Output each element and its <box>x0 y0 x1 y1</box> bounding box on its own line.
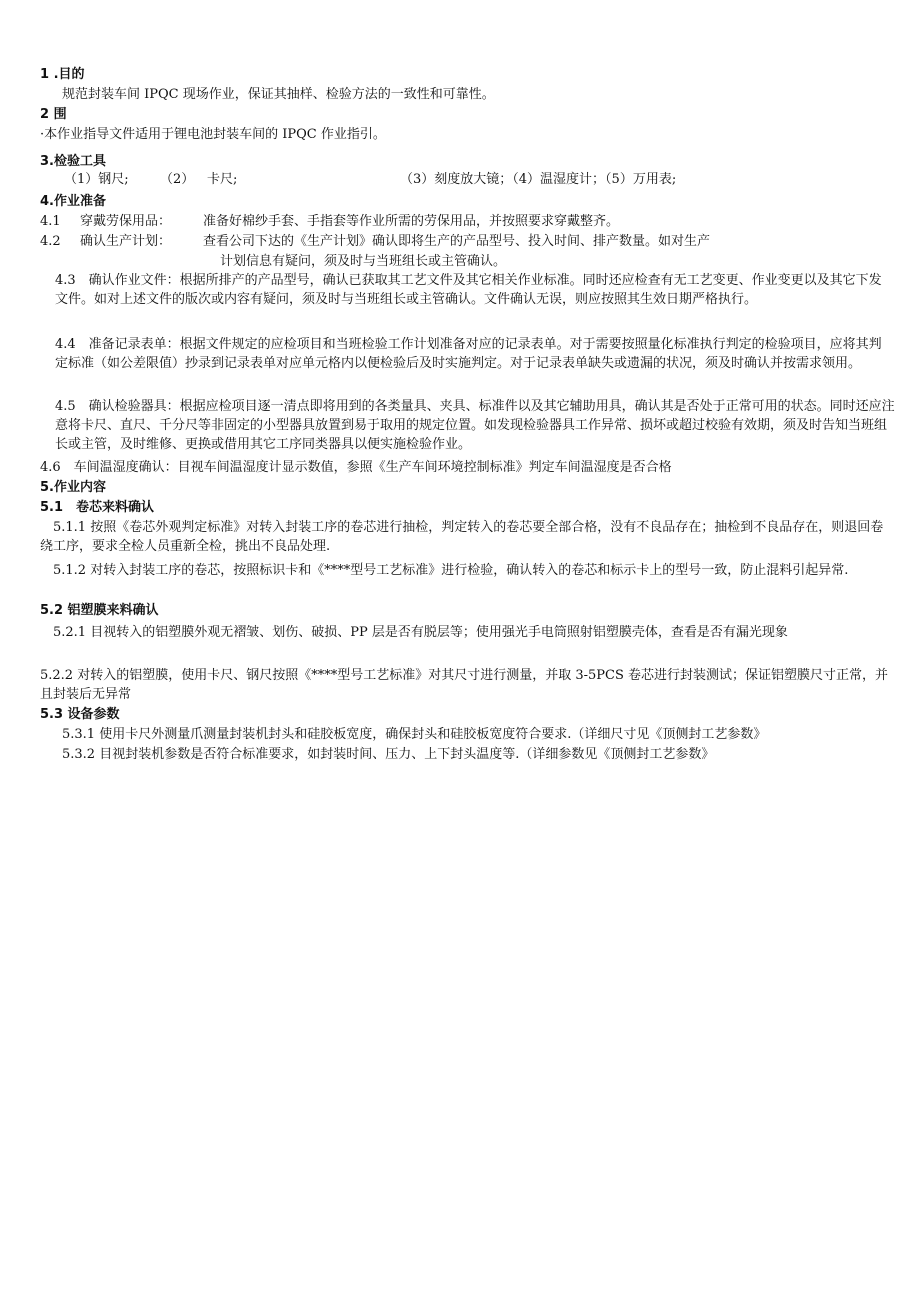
item-4-3: 4.3 确认作业文件：根据所排产的产品型号，确认已获取其工艺文件及其它相关作业标准。同时还应检查有无工艺变更、作业变更以及其它下发文件。如对上述文件的版次或内容有疑问，须及时与当班组长或主管确认。文件确认无误，则应按照其生效日期严格执行。 <box>55 273 882 307</box>
section-3-heading: 3.检验工具 <box>40 154 106 169</box>
item-4-6: 4.6 车间温湿度确认：目视车间温湿度计显示数值，参照《生产车间环境控制标准》判定车间温湿度是否合格 <box>40 460 672 475</box>
section-2-heading: 2 围 <box>40 107 67 122</box>
paragraph-5-2-2: 5.2.2 对转入的铝塑膜，使用卡尺、钢尺按照《****型号工艺标准》对其尺寸进行测量，并取 3-5PCS 卷芯进行封装测试；保证铝塑膜尺寸正常，并且封装后无异常 <box>40 668 889 702</box>
item-4-2-text-cont: 计划信息有疑问，须及时与当班组长或主管确认。 <box>220 254 507 269</box>
item-4-5: 4.5 确认检验器具：根据应检项目逐一清点即将用到的各类量具、夹具、标准件以及其它辅助用具，确认其是否处于正常可用的状态。同时还应注意将卡尺、直尺、千分尺等非固定的小型器具放置到易于取用的规定位置。如发现检验器具工作异常、损坏或超过校验有效期，须及时告知当班组长或主管，及时维修、更换或借用其它工序同类器具以便实施检验作业。 <box>55 399 895 452</box>
section-1-heading: 1 .目的 <box>40 67 85 82</box>
section-2-body: ·本作业指导文件适用于锂电池封装车间的 IPQC 作业指引。 <box>40 127 386 142</box>
paragraph-5-3-2: 5.3.2 目视封装机参数是否符合标准要求，如封装时间、压力、上下封头温度等.（详细参数见《顶侧封工艺参数》 <box>62 747 715 762</box>
item-4-2-label: 确认生产计划： <box>80 234 172 249</box>
section-5-2-heading: 5.2 铝塑膜来料确认 <box>40 603 159 618</box>
tool-item: （2） <box>160 172 195 187</box>
tool-item: （1）钢尺; <box>64 172 129 187</box>
tool-item: （3）刻度放大镜；（4）温湿度计；（5）万用表; <box>400 172 677 187</box>
paragraph-5-3-1: 5.3.1 使用卡尺外测量爪测量封装机封头和硅胶板宽度，确保封头和硅胶板宽度符合要求.（详细尺寸见《顶侧封工艺参数》 <box>62 727 767 742</box>
section-5-1-heading: 5.1 卷芯来料确认 <box>40 500 155 515</box>
paragraph-5-2-1: 5.2.1 目视转入的铝塑膜外观无褶皱、划伤、破损、PP 层是否有脱层等；使用强光手电筒照射铝塑膜壳体，查看是否有漏光现象 <box>40 625 788 640</box>
item-4-1-label: 穿戴劳保用品： <box>80 214 172 229</box>
section-4-heading: 4.作业准备 <box>40 194 106 209</box>
paragraph-5-1-2: 5.1.2 对转入封装工序的卷芯，按照标识卡和《****型号工艺标准》进行检验，确认转入的卷芯和标示卡上的型号一致，防止混料引起异常. <box>40 563 849 578</box>
section-1-body: 规范封装车间 IPQC 现场作业，保证其抽样、检验方法的一致性和可靠性。 <box>62 87 495 102</box>
item-4-1-text: 准备好棉纱手套、手指套等作业所需的劳保用品，并按照要求穿戴整齐。 <box>203 214 620 229</box>
item-4-1-number: 4.1 <box>40 214 61 229</box>
section-5-3-heading: 5.3 设备参数 <box>40 707 120 722</box>
item-4-2-number: 4.2 <box>40 234 61 249</box>
section-5-heading: 5.作业内容 <box>40 480 106 495</box>
item-4-2-text: 查看公司下达的《生产计划》确认即将生产的产品型号、投入时间、排产数量。如对生产 <box>203 234 711 249</box>
item-4-4: 4.4 准备记录表单：根据文件规定的应检项目和当班检验工作计划准备对应的记录表单。对于需要按照量化标准执行判定的检验项目，应将其判定标准（如公差限值）抄录到记录表单对应单元格内以便检验后及时实施判定。对于记录表单缺失或遗漏的状况，须及时确认并按需求领用。 <box>55 337 882 371</box>
paragraph-5-1-1: 5.1.1 按照《卷芯外观判定标准》对转入封装工序的卷芯进行抽检，判定转入的卷芯要全部合格，没有不良品存在；抽检到不良品存在，则退回卷绕工序，要求全检人员重新全检，挑出不良品处理. <box>40 520 884 554</box>
tool-item: 卡尺; <box>207 172 238 187</box>
